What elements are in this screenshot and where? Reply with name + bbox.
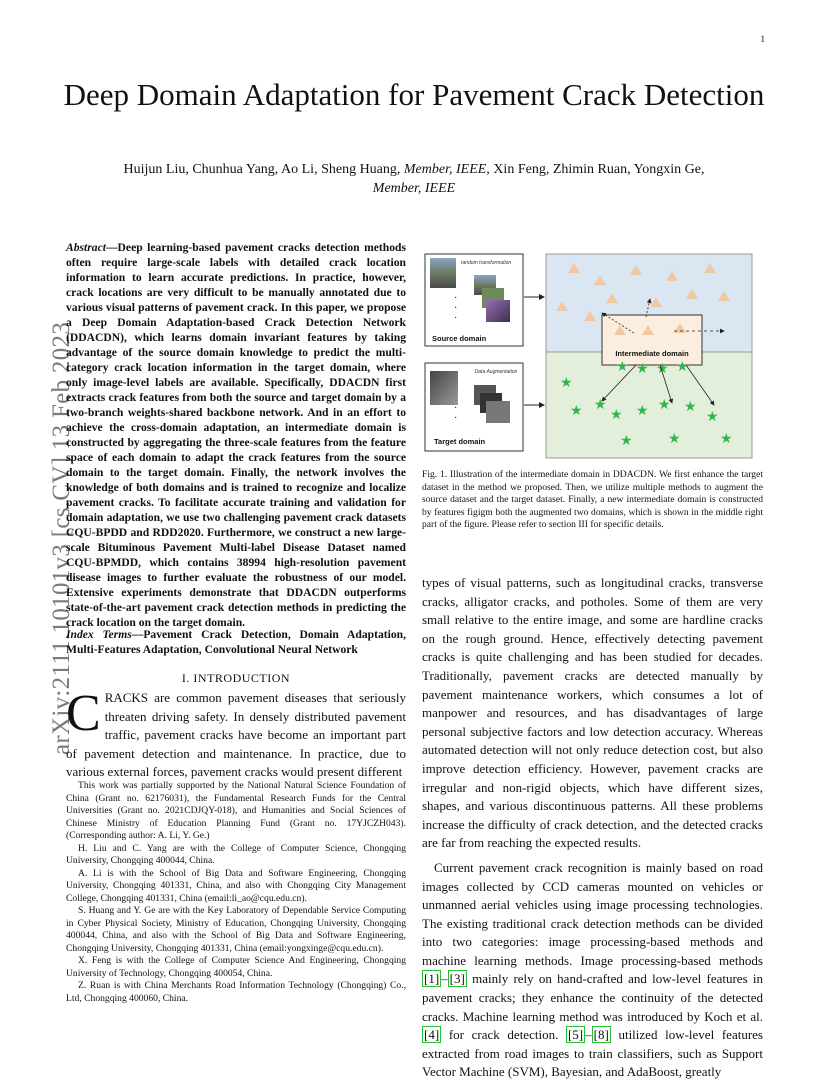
abstract-label: Abstract	[66, 241, 106, 254]
target-image	[486, 401, 510, 423]
intermediate-domain-label: Intermediate domain	[615, 349, 689, 358]
svg-text:★: ★	[656, 361, 669, 377]
footnote: H. Liu and C. Yang are with the College of Computer Science, Chongqing University, Chongqing 400044, China.	[66, 842, 406, 866]
paragraph-text: Current pavement crack recognition is mainly based on road images collected by CCD cameras mounted on vehicles or unmanned aerial vehicles using image processing technologies. The existing traditional crack detection methods can be divided into two categories: image processing-based methods and machine learning methods. Image processing-based methods	[422, 859, 763, 968]
arxiv-stamp-text: arXiv:2111.10101v3 [cs.CV] 13 Feb 2023	[48, 321, 75, 755]
figure-1	[424, 253, 754, 459]
svg-text:★: ★	[658, 397, 671, 413]
dots: ·	[454, 293, 458, 304]
footnotes	[66, 780, 406, 1005]
source-domain-label: Source domain	[432, 334, 487, 343]
random-transformation-label: random transformation	[460, 260, 512, 266]
intro-text: RACKS are common pavement diseases that seriously threaten driving safety. In densely distributed pavement traffic, pavement cracks have become an important part of pavement detection and maintenance. In practice, due to various external forces, pavement cracks would present different	[66, 690, 406, 780]
index-terms	[66, 627, 406, 657]
svg-text:★: ★	[636, 403, 649, 419]
authors-part-1: Huijun Liu, Chunhua Yang, Ao Li, Sheng Huang,	[123, 162, 401, 177]
citation-dash: –	[585, 1027, 592, 1043]
author-list	[100, 160, 728, 198]
svg-text:★: ★	[620, 433, 633, 449]
svg-text:★: ★	[720, 431, 733, 447]
index-terms-label: Index Terms	[66, 628, 132, 641]
footnote: S. Huang and Y. Ge are with the Key Laboratory of Dependable Service Computing in Cyber Physical Society, Ministry of Education, Chongqing University, Chongqing 400044, China, and also with the School of Big Data and Software Engineering, Chongqing University, Chongqing 401331, China (email:yongxinge@cqu.edu.cn).	[66, 905, 406, 954]
dots: ·	[454, 403, 458, 414]
footnote: A. Li is with the School of Big Data and Software Engineering, Chongqing University, Chongqing 401331, China, and also with Chongqing City Management College, Chongqing 401331, China (email:li_ao@cqu.edu.cn).	[66, 867, 406, 904]
svg-text:★: ★	[668, 431, 681, 447]
paragraph-text: for crack detection.	[441, 1027, 566, 1043]
dots: ·	[454, 313, 458, 324]
footnote: X. Feng is with the College of Computer Science And Engineering, Chongqing University of Technology, Chongqing 400054, China.	[66, 955, 406, 979]
source-image	[486, 300, 510, 322]
svg-text:★: ★	[616, 359, 629, 375]
figure-caption: Fig. 1. Illustration of the intermediate domain in DDACDN. We first enhance the target dataset in the method we proposed. Then, we utilize multiple methods to augment the source dataset and the target dataset. Finally, a new intermediate domain is constructed by features figigm both the augmented two domains, which is shown in the middle right part of the figure. Please refer to section III for specific details.	[422, 469, 763, 530]
citation-link[interactable]: [5]	[567, 1027, 584, 1043]
page-number: 1	[760, 34, 765, 44]
dots: ·	[454, 413, 458, 424]
svg-text:★: ★	[676, 359, 689, 375]
target-image	[430, 371, 458, 405]
figure-1-diagram	[424, 253, 754, 459]
right-column-body	[422, 574, 763, 1082]
footnote: Z. Ruan is with China Merchants Road Information Technology (Chongqing) Co., Ltd, Chongqing 400060, China.	[66, 980, 406, 1004]
abstract-text: —Deep learning-based pavement cracks detection methods often require large-scale labels with detailed crack location information to learn accurate predictions. In practice, however, crack locations are very difficult to be manually annotated due to various visual patterns of pavement crack. In this paper, we propose a Deep Domain Adaptation-based Crack Detection Network (DDACDN), which learns domain invariant features by taking advantage of the source domain knowledge to predict the multi-category crack location information in the target domain, where only image-level labels are available. Specifically, DDACDN first extracts crack features from both the source and target domain by a two-branch weights-shared backbone network. And in an effort to achieve the cross-domain adaptation, an intermediate domain is constructed by aggregating the three-scale features from the feature space of each domain to adapt the crack features from the source domain to the target domain. Finally, the network involves the knowledge of both domains and is trained to recognize and localize pavement cracks. To facilitate accurate training and validation for domain adaptation, we use two challenging pavement crack datasets CQU-BPDD and RDD2020. Furthermore, we construct a new large-scale Bituminous Pavement Multi-label Disease Dataset named CQU-BPMDD, which contains 38994 high-resolution pavement disease images to further evaluate the robustness of our model. Extensive experiments demonstrate that DDACDN outperforms state-of-the-art pavement crack detection methods in predicting the crack location on the target domain.	[66, 241, 406, 629]
section-title: I. INTRODUCTION	[181, 671, 291, 685]
paragraph	[422, 859, 763, 1082]
authors-member-2: Member, IEEE	[372, 181, 456, 196]
citation-link[interactable]: [4]	[424, 1027, 440, 1043]
svg-text:★: ★	[560, 375, 573, 391]
intro-paragraph	[66, 685, 406, 782]
svg-text:★: ★	[570, 403, 583, 419]
svg-text:★: ★	[610, 407, 623, 423]
paragraph-text: mainly rely on hand-crafted and low-level features in pavement cracks; they enhance the continuity of the detected cracks. Machine learning method was introduced by Koch et al.	[422, 971, 763, 1024]
svg-text:★: ★	[684, 399, 697, 415]
citation-dash: –	[441, 971, 448, 987]
footnote: This work was partially supported by the National Natural Science Foundation of China (Grant no. 62176031), the Fundamental Research Funds for the Central Universities (Grant no. 2021CDJQY-018), and Humanities and Social Sciences of Chinese Ministry of Education Planning Fund (Grant no. 17YJCZH043). (Corresponding author: A. Li, Y. Ge.)	[66, 780, 406, 841]
svg-text:★: ★	[594, 397, 607, 413]
target-domain-label: Target domain	[434, 437, 486, 446]
dots: ·	[454, 303, 458, 314]
svg-text:★: ★	[706, 409, 719, 425]
data-augmentation-label: Data Augmentation	[474, 369, 518, 375]
abstract	[66, 240, 406, 630]
citation-link[interactable]: [3]	[449, 971, 465, 987]
paper-title: Deep Domain Adaptation for Pavement Crack Detection	[63, 77, 765, 112]
citation-link[interactable]: [1]	[424, 971, 440, 987]
citation-link[interactable]: [8]	[593, 1027, 609, 1043]
drop-cap: C	[66, 685, 101, 742]
index-terms-text: —Pavement Crack Detection, Domain Adaptation, Multi-Features Adaptation, Convolutional Neural Network	[66, 628, 406, 656]
svg-text:★: ★	[636, 361, 649, 377]
arxiv-stamp	[26, 285, 75, 765]
source-image	[430, 258, 456, 288]
paragraph-text: utilized low-level features extracted from road images to train classifiers, such as Support Vector Machine (SVM), Bayesian, and AdaBoost, greatly	[422, 1027, 763, 1080]
paragraph: types of visual patterns, such as longitudinal cracks, transverse cracks, alligator cracks, and potholes. Some of them are very small relative to the entire image, and some are hardline cracks on the rough ground. Hence, effectively detecting pavement cracks is quite challenging and has been studied for decades. Traditionally, pavement cracks are detected manually by pavement maintenance workers, which consumes a lot of manpower and resources, and has disadvantages of large personal subjective factors and low detection accuracy. Whereas automated detection will not only reduce detection cost, but also improve detection efficiency. However, pavement cracks are irregular and non-rigid objects, which have different sizes, shapes, and various discontinuous patterns. All these problems increase the difficulty of crack detection, and the detected cracks are far from reaching the expected results.	[422, 575, 763, 851]
authors-member-1: Member, IEEE,	[403, 162, 490, 177]
authors-part-2: Xin Feng, Zhimin Ruan, Yongxin Ge,	[493, 162, 705, 177]
